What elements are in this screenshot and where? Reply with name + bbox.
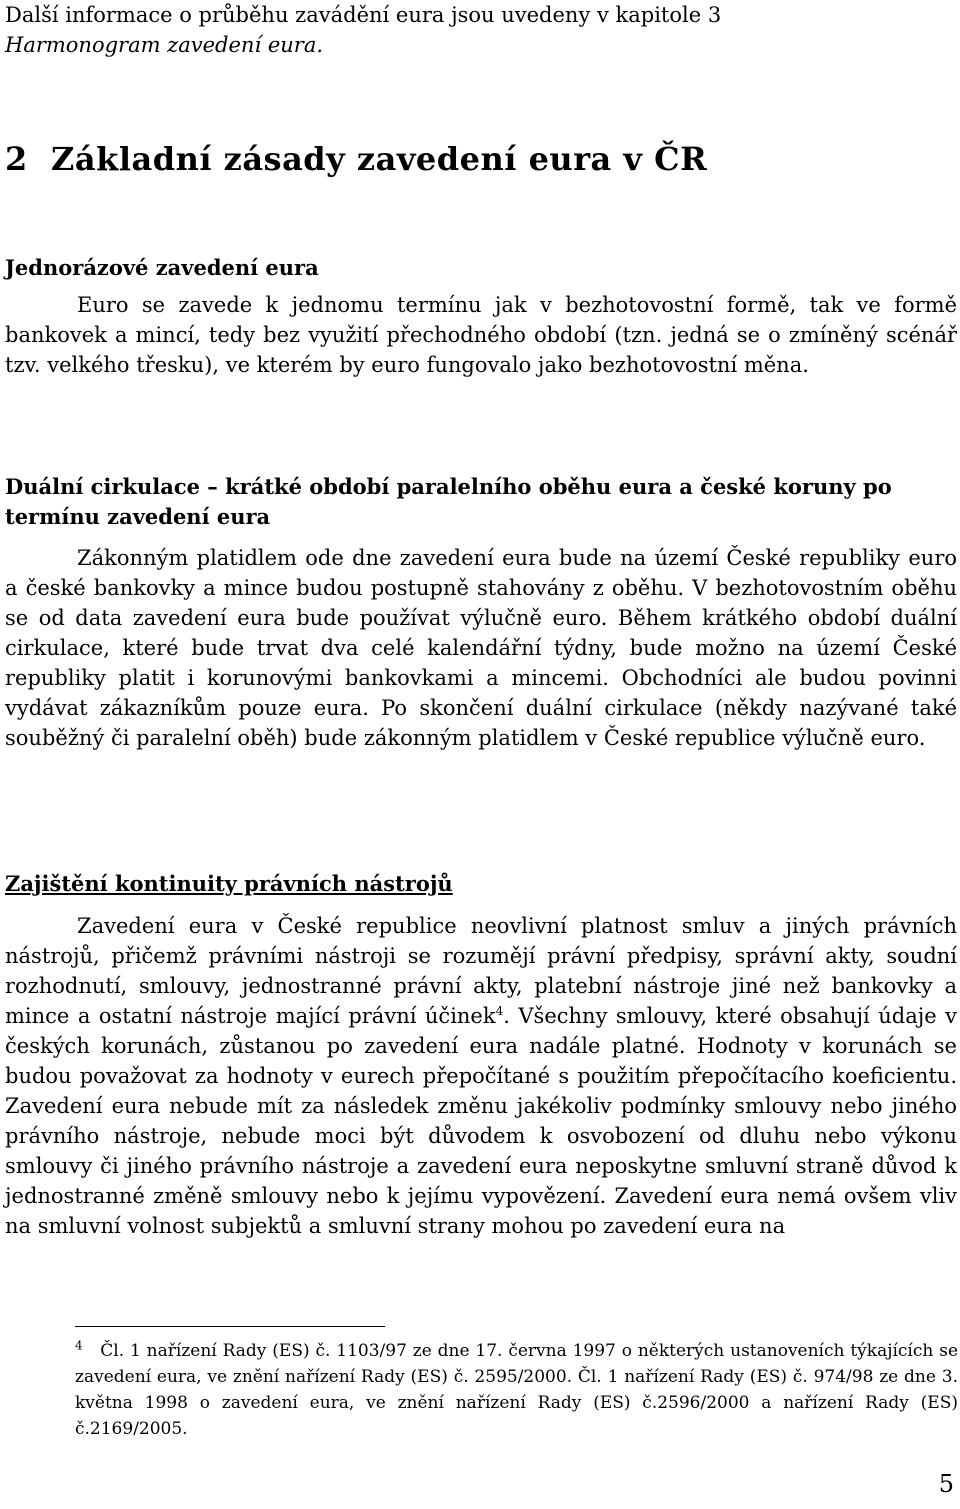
legal-continuity-text-before: Zavedení eura v České republice neovlivní platnost smluv a jiných právních nástrojů, přičemž právními nástroji se rozumějí právní předpisy, správní akty, soudní rozhodnutí, smlouvy, jednostranné právní akty, platební nástroje jiné než bankovky a mince a ostatní nástroje mající právní účinek xyxy=(5,914,957,1028)
chapter-title: Základní zásady zavedení eura v ČR xyxy=(51,140,708,178)
section-heading-dual-circulation: Duální cirkulace – krátké období paralelního oběhu eura a české koruny po termínu zavedení eura xyxy=(5,474,892,529)
footnote-text: Čl. 1 nařízení Rady (ES) č. 1103/97 ze dne 17. června 1997 o některých ustanoveních týkajících se zavedení eura, ve znění nařízení Rady (ES) č. 2595/2000. Čl. 1 nařízení Rady (ES) č. 974/98 ze dne 3. května 1998 o zavedení eura, ve znění nařízení Rady (ES) č.2596/2000 a nařízení Rady (ES) č.2169/2005. xyxy=(75,1341,958,1439)
footnote-reference[interactable]: 4 xyxy=(495,1004,504,1018)
footnote-separator xyxy=(75,1326,385,1327)
page-number: 5 xyxy=(938,1470,954,1498)
section-paragraph-legal-continuity xyxy=(5,911,957,1241)
section-heading-single-introduction: Jednorázové zavedení eura xyxy=(5,255,319,280)
footnote xyxy=(75,1338,958,1442)
intro-paragraph xyxy=(5,0,721,60)
chapter-number: 2 xyxy=(5,140,28,178)
section-paragraph-single-introduction: Euro se zavede k jednomu termínu jak v bezhotovostní formě, tak ve formě bankovek a mincí, tedy bez využití přechodného období (tzn. jedná se o zmíněný scénář tzv. velkého třesku), ve kterém by euro fungovalo jako bezhotovostní měna. xyxy=(5,293,957,377)
chapter-heading xyxy=(5,140,707,178)
intro-line-1: Další informace o průběhu zavádění eura jsou uvedeny v kapitole 3 xyxy=(5,3,722,27)
legal-continuity-text-after: . Všechny smlouvy, které obsahují údaje v českých korunách, zůstanou po zavedení eura nadále platné. Hodnoty v korunách se budou považovat za hodnoty v eurech přepočítané s použitím přepočítacího koeficientu. Zavedení eura nebude mít za následek změnu jakékoliv podmínky smlouvy nebo jiného právního nástroje, nebude moci být důvodem k osvobození od dluhu nebo výkonu smlouvy či jiného právního nástroje a zavedení eura neposkytne smluvní straně důvod k jednostranné změně smlouvy nebo k jejímu vypovězení. Zavedení eura nemá ovšem vliv na smluvní volnost subjektů a smluvní strany mohou po zavedení eura na xyxy=(5,1004,958,1238)
section-paragraph-dual-circulation: Zákonným platidlem ode dne zavedení eura bude na území České republiky euro a české bankovky a mince budou postupně stahovány z oběhu. V bezhotovostním oběhu se od data zavedení eura bude používat výlučně euro. Během krátkého období duální cirkulace, které bude trvat dva celé kalendářní týdny, bude možno na území České republiky platit i korunovými bankovkami a mincemi. Obchodníci ale budou povinni vydávat zákazníkům pouze eura. Po skončení duální cirkulace (někdy nazývané také souběžný či paralelní oběh) bude zákonným platidlem v České republice výlučně euro. xyxy=(5,546,957,750)
footnote-number: 4 xyxy=(75,1338,83,1353)
section-heading-legal-continuity: Zajištění kontinuity právních nástrojů xyxy=(5,871,453,896)
intro-line-2: Harmonogram zavedení eura. xyxy=(5,33,324,57)
